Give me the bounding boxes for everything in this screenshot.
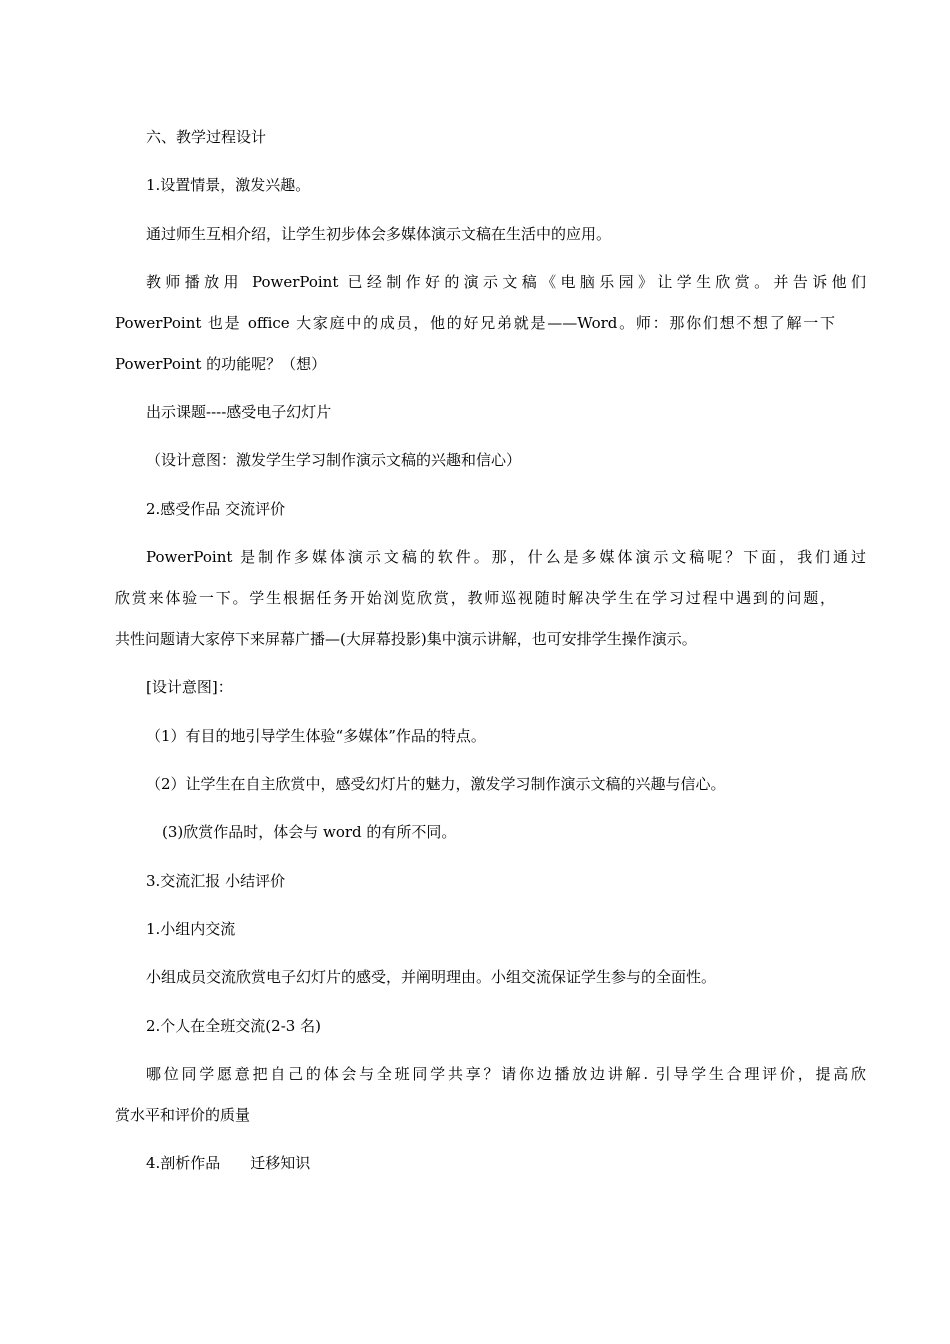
step2-paragraph-line1: PowerPoint 是制作多媒体演示文稿的软件。那，什么是多媒体演示文稿呢？下面，我们通过: [146, 548, 866, 566]
step1-paragraph-line1: 教师播放用 PowerPoint 已经制作好的演示文稿《电脑乐园》让学生欣赏。并告诉他们: [146, 273, 866, 291]
step1-paragraph-line2: PowerPoint 也是 office 大家庭中的成员，他的好兄弟就是——Word。师：那你们想不想了解一下: [115, 314, 835, 332]
step2-paragraph-line3: 共性问题请大家停下来屏幕广播—(大屏幕投影)集中演示讲解，也可安排学生操作演示。: [115, 630, 697, 648]
section-heading: 六、教学过程设计: [146, 128, 267, 146]
step2-paragraph-line2: 欣赏来体验一下。学生根据任务开始浏览欣赏，教师巡视随时解决学生在学习过程中遇到的问题，: [115, 589, 835, 607]
step3-sub2-paragraph-line1: 哪位同学愿意把自己的体会与全班同学共享？请你边播放边讲解. 引导学生合理评价，提高欣: [146, 1065, 866, 1083]
step3-sub1-title: 1.小组内交流: [146, 920, 236, 938]
step3-sub1-text: 小组成员交流欣赏电子幻灯片的感受，并阐明理由。小组交流保证学生参与的全面性。: [146, 968, 717, 986]
step4-title: 4.剖析作品 迁移知识: [146, 1154, 311, 1172]
step1-design-intent: （设计意图：激发学生学习制作演示文稿的兴趣和信心）: [146, 451, 522, 469]
step2-intent-label: [设计意图]：: [146, 678, 233, 696]
step2-intent-item-3: (3)欣赏作品时，体会与 word 的有所不同。: [162, 823, 457, 841]
step3-sub2-title: 2.个人在全班交流(2-3 名): [146, 1017, 321, 1035]
step3-sub2-paragraph-line2: 赏水平和评价的质量: [115, 1106, 251, 1124]
step1-paragraph-line3: PowerPoint 的功能呢？（想）: [115, 355, 327, 373]
step1-intro: 通过师生互相介绍，让学生初步体会多媒体演示文稿在生活中的应用。: [146, 225, 612, 243]
step1-topic: 出示课题----感受电子幻灯片: [146, 403, 332, 421]
step2-intent-item-1: （1）有目的地引导学生体验“多媒体”作品的特点。: [146, 727, 486, 745]
step3-title: 3.交流汇报 小结评价: [146, 872, 286, 890]
step1-title: 1.设置情景，激发兴趣。: [146, 176, 311, 194]
step2-intent-item-2: （2）让学生在自主欣赏中，感受幻灯片的魅力，激发学习制作演示文稿的兴趣与信心。: [146, 775, 726, 793]
step2-title: 2.感受作品 交流评价: [146, 500, 286, 518]
